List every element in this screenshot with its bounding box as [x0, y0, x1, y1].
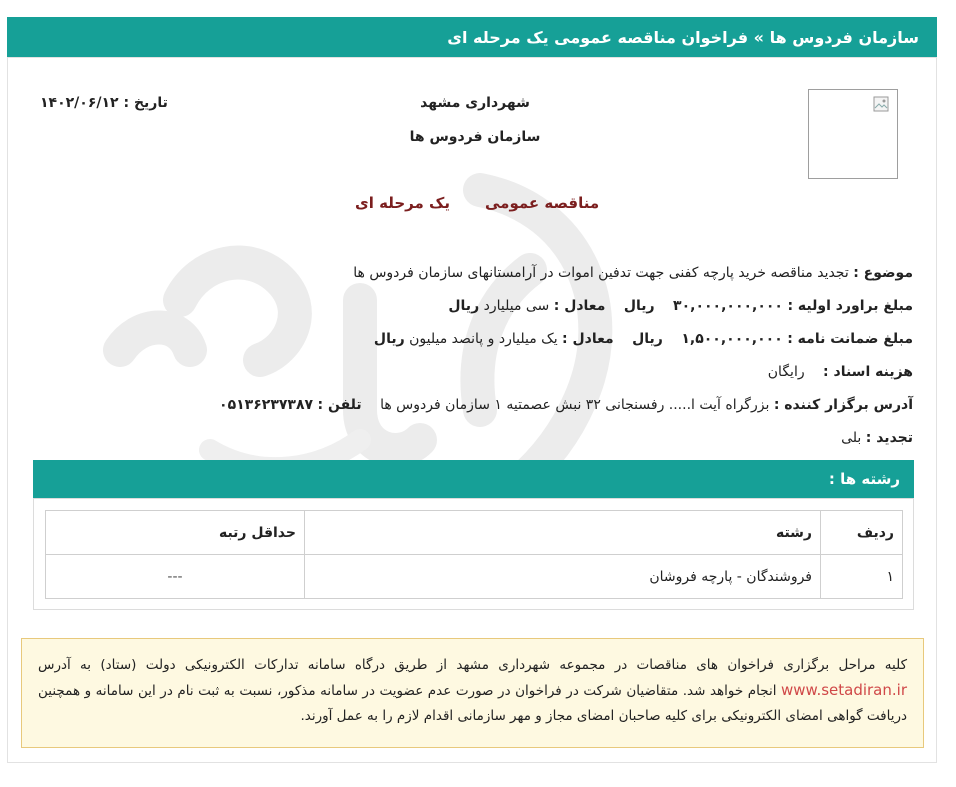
municipality-name: شهرداری مشهد — [420, 95, 530, 111]
column-header-min-rank: حداقل رتبه — [46, 511, 305, 555]
guarantee-amount: ۱,۵۰۰,۰۰۰,۰۰۰ — [681, 331, 783, 347]
doc-cost-line — [768, 364, 913, 380]
subject-value: تجدید مناقصه خرید پارچه کفنی جهت تدفین اموات در آرامستانهای سازمان فردوس ها — [353, 265, 849, 281]
tender-type-public: مناقصه عمومی — [485, 194, 600, 212]
phone-label: تلفن : — [317, 397, 362, 413]
guarantee-words: یک میلیارد و پانصد میلیون — [409, 331, 558, 347]
setad-notice — [21, 638, 924, 748]
notice-text-part1: کلیه مراحل برگزاری فراخوان های مناقصات در مجموعه شهرداری مشهد از طریق درگاه سامانه تدارکات الکترونیکی دولت (ستاد) به آدرس — [38, 657, 907, 673]
renewal-value: بلی — [841, 430, 862, 446]
address-label: آدرس برگزار کننده : — [773, 397, 913, 413]
notice-text-part2: انجام خواهد شد. متقاضیان شرکت در فراخوان در صورت عدم عضویت در سامانه مذکور، نسبت به ثبت نام در این سامانه و همچنین دریافت گواهی امضای الکترونیکی برای کلیه صاحبان امضای مجاز و مهر سازمانی اقدام لازم را به عمل آورند. — [38, 683, 907, 724]
phone-value: ۰۵۱۳۶۲۳۷۳۸۷ — [219, 397, 314, 413]
cell-field: فروشندگان - پارچه فروشان — [305, 555, 821, 599]
organization-name: سازمان فردوس ها — [409, 129, 541, 145]
fields-table — [45, 510, 903, 599]
renewal-line — [841, 430, 913, 446]
cell-index: ۱ — [821, 555, 903, 599]
doc-cost-label: هزینه اسناد : — [823, 364, 913, 380]
guarantee-line — [374, 331, 913, 347]
estimate-words: سی میلیارد — [483, 298, 550, 314]
estimate-equiv-label: معادل : — [553, 298, 606, 314]
tender-type-single-stage: یک مرحله ای — [355, 194, 450, 212]
guarantee-equiv-label: معادل : — [562, 331, 614, 347]
address-value: بزرگراه آیت ا..... رفسنجانی ۳۲ نبش عصمتیه ۱ سازمان فردوس ها — [380, 397, 770, 413]
subject-label: موضوع : — [853, 265, 913, 281]
table-header-row — [46, 511, 903, 555]
page-header — [7, 17, 937, 57]
estimate-words-currency: ریال — [448, 298, 480, 314]
fields-table-wrapper — [33, 498, 914, 610]
date-value: ۱۴۰۲/۰۶/۱۲ — [40, 95, 119, 111]
date-block — [40, 95, 168, 111]
date-label: تاریخ : — [123, 95, 168, 111]
address-line — [219, 397, 913, 413]
fields-section-header — [33, 460, 914, 498]
column-header-index: ردیف — [821, 511, 903, 555]
cell-min-rank: --- — [46, 555, 305, 599]
subject-line — [353, 265, 913, 281]
renewal-label: تجدید : — [865, 430, 913, 446]
setadiran-link[interactable]: www.setadiran.ir — [781, 681, 907, 699]
column-header-field: رشته — [305, 511, 821, 555]
broken-image-icon — [873, 96, 889, 112]
estimate-label: مبلغ براورد اولیه : — [787, 298, 913, 314]
breadcrumb: سازمان فردوس ها » فراخوان مناقصه عمومی یک مرحله ای — [447, 27, 919, 47]
guarantee-label: مبلغ ضمانت نامه : — [787, 331, 913, 347]
estimate-currency: ریال — [623, 298, 655, 314]
guarantee-words-currency: ریال — [373, 331, 405, 347]
fields-section-title: رشته ها : — [828, 470, 900, 488]
organization-logo — [808, 89, 898, 179]
table-row — [46, 555, 903, 599]
estimate-amount: ۳۰,۰۰۰,۰۰۰,۰۰۰ — [673, 298, 783, 314]
guarantee-currency: ریال — [632, 331, 663, 347]
estimate-line — [448, 298, 913, 314]
doc-cost-value: رایگان — [767, 364, 805, 380]
